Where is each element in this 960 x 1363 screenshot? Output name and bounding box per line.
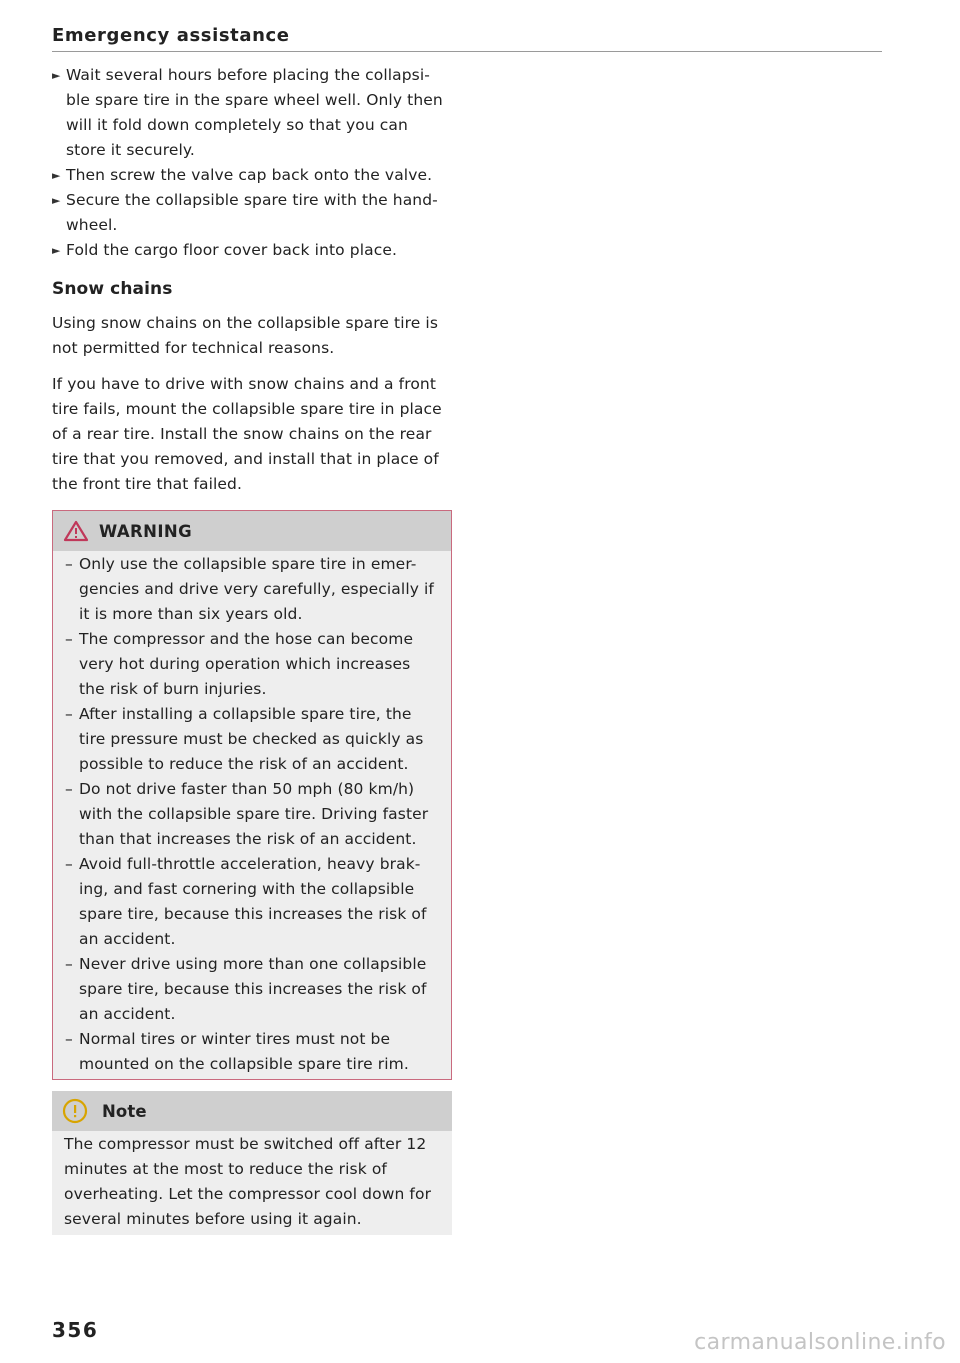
warning-item-text: After installing a collapsible spare tire, the tire pressure must be checked as quickly as possible to reduce the risk of an accident. [79, 705, 424, 773]
step-text: Secure the collapsible spare tire with the hand- wheel. [66, 191, 438, 234]
step-text: Then screw the valve cap back onto the valve. [66, 166, 433, 184]
dash-marker: – [65, 1030, 73, 1048]
dash-marker: – [65, 855, 73, 873]
dash-marker: – [65, 780, 73, 798]
step-item [52, 188, 452, 238]
warning-item-text: Normal tires or winter tires must not be mounted on the collapsible spare tire rim. [79, 1030, 409, 1073]
page-header [52, 24, 882, 52]
exclamation-circle-icon [62, 1098, 88, 1124]
arrow-right-icon: ► [52, 244, 61, 257]
warning-item [65, 552, 439, 627]
warning-item [65, 952, 439, 1027]
step-item [52, 238, 452, 263]
dash-marker: – [65, 705, 73, 723]
page-number: 356 [52, 1318, 99, 1342]
note-title: Note [102, 1101, 147, 1121]
warning-item [65, 852, 439, 952]
warning-header [53, 511, 451, 551]
dash-marker: – [65, 955, 73, 973]
warning-item [65, 777, 439, 852]
warning-title: WARNING [99, 521, 193, 541]
section-title: Emergency assistance [52, 25, 290, 46]
warning-item [65, 627, 439, 702]
note-box [52, 1091, 452, 1235]
arrow-right-icon: ► [52, 169, 61, 182]
arrow-right-icon: ► [52, 194, 61, 207]
warning-box [52, 510, 452, 1080]
step-item [52, 63, 452, 163]
warning-item-text: Never drive using more than one collapsible spare tire, because this increases the risk of an accident. [79, 955, 427, 1023]
warning-item [65, 1027, 439, 1077]
arrow-right-icon: ► [52, 69, 61, 82]
snow-chains-heading: Snow chains [52, 279, 173, 299]
dash-marker: – [65, 630, 73, 648]
watermark: carmanualsonline.info [694, 1330, 946, 1355]
warning-item [65, 702, 439, 777]
content-column [52, 63, 452, 1235]
warning-item-text: The compressor and the hose can become very hot during operation which increases the risk of burn injuries. [79, 630, 414, 698]
warning-triangle-icon [63, 520, 89, 542]
steps-list [52, 63, 452, 263]
note-body: The compressor must be switched off after 12 minutes at the most to reduce the risk of overheating. Let the compressor cool down for several minutes before using it again. [64, 1135, 432, 1228]
warning-body [53, 551, 451, 1079]
dash-marker: – [65, 555, 73, 573]
note-header [52, 1091, 452, 1131]
snow-chains-paragraph: Using snow chains on the collapsible spare tire is not permitted for technical reasons. [52, 314, 438, 357]
warning-item-text: Only use the collapsible spare tire in emer- gencies and drive very carefully, especially if it is more than six years old. [79, 555, 434, 623]
step-text: Wait several hours before placing the collapsi- ble spare tire in the spare wheel well. Only then will it fold down completely so that you can store it securely. [66, 66, 443, 159]
warning-item-text: Avoid full-throttle acceleration, heavy brak- ing, and fast cornering with the collapsible spare tire, because this increases the risk of an accident. [79, 855, 427, 948]
step-item [52, 163, 452, 188]
step-text: Fold the cargo floor cover back into place. [66, 241, 398, 259]
warning-item-text: Do not drive faster than 50 mph (80 km/h) with the collapsible spare tire. Driving faster than that increases the risk of an accident. [79, 780, 429, 848]
snow-chains-paragraph: If you have to drive with snow chains and a front tire fails, mount the collapsible spare tire in place of a rear tire. Install the snow chains on the rear tire that you removed, and install that in place of the front tire that failed. [52, 375, 442, 493]
